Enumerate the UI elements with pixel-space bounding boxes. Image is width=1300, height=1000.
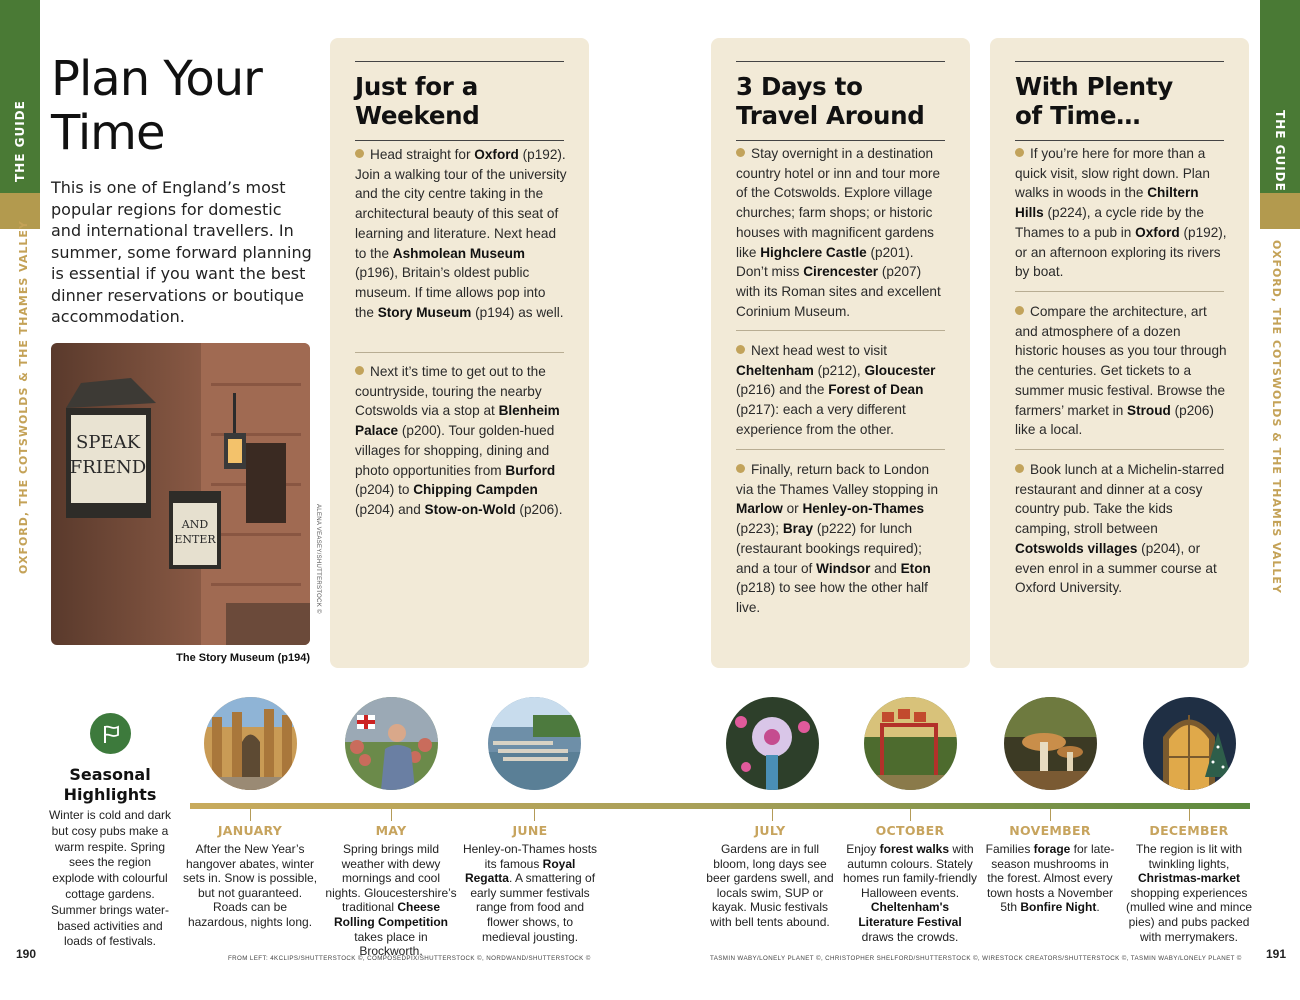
card-weekend <box>330 38 589 668</box>
card-top-rule <box>1015 61 1224 62</box>
bold-place-name: Cheltenham <box>736 362 814 378</box>
text-run: Enjoy <box>846 842 880 856</box>
bold-place-name: Chiltern Hills <box>1015 185 1199 221</box>
month-desc-june <box>462 842 598 944</box>
text-run: After the New Year’s hangover abates, winter sets in. Snow is possible, but not guaranteed. Roads can be hazardous, nights long. <box>182 842 318 929</box>
text-run: (p201). Don’t miss <box>736 244 914 280</box>
text-run: (p206). <box>515 501 563 517</box>
bold-place-name: forage <box>1033 842 1071 856</box>
sign-text-top: SPEAK <box>75 432 141 453</box>
month-label-november: NOVEMBER <box>1009 823 1091 838</box>
text-run: (p216) and the <box>736 382 829 398</box>
timeline-tick <box>1050 809 1051 821</box>
card-title-line1: Just for a <box>355 72 479 101</box>
card-title-rule <box>355 140 564 141</box>
bold-place-name: Story Museum <box>377 304 472 320</box>
text-run: and <box>870 560 901 576</box>
bold-place-name: Chipping Campden <box>413 482 538 498</box>
timeline-tick <box>910 809 911 821</box>
month-label-july: JULY <box>754 823 786 838</box>
card-three-days <box>711 38 970 668</box>
text-run: (p204) to <box>355 482 414 498</box>
bullet-icon <box>355 149 364 158</box>
story-museum-photo <box>51 343 310 645</box>
text-run: (p206) like a local. <box>1015 402 1214 438</box>
month-label-january: JANUARY <box>217 823 283 838</box>
text-run: Families <box>985 842 1034 856</box>
page-title-line1: Plan Your <box>51 51 262 107</box>
month-photo-june <box>488 697 581 790</box>
text-run: Compare the architecture, art and atmosphere of a dozen historic houses as you tour through the centuries. Get tickets to a summer music festival. Browse the farmers’ market in <box>1015 304 1227 418</box>
month-photo-october <box>864 697 957 790</box>
bold-place-name: Cirencester <box>803 264 879 280</box>
left-tab-guide <box>0 0 40 193</box>
month-desc-july <box>702 842 838 930</box>
tip-divider <box>1015 291 1224 292</box>
page-number-left: 190 <box>16 947 37 961</box>
seasonal-title-line2: Highlights <box>63 785 157 804</box>
text-run: for late-season mushrooms in the forest. Almost every town hosts a November 5th <box>986 842 1115 915</box>
timeline-tick <box>772 809 773 821</box>
right-region-label: OXFORD, THE COTSWOLDS & THE THAMES VALLEY <box>1270 240 1283 594</box>
month-desc-november <box>982 842 1118 915</box>
card-top-rule <box>736 61 945 62</box>
sign2-text-top: AND <box>181 518 209 531</box>
bold-place-name: Eton <box>900 560 931 576</box>
intro-paragraph: This is one of England’s most popular regions for domestic and international travellers. In summer, some forward planning is essential if you want the best dinner reservations or boutique accommodation. <box>51 178 312 326</box>
bold-place-name: Henley-on-Thames <box>802 501 925 517</box>
right-tab-label: THE GUIDE <box>1273 110 1287 192</box>
bullet-icon <box>736 345 745 354</box>
tip <box>1015 144 1227 282</box>
text-run: with autumn colours. Stately homes run family-friendly Halloween events. <box>842 842 978 900</box>
text-run: (p204) and <box>355 501 425 517</box>
sign-text-bottom: FRIEND <box>69 457 147 478</box>
speak-friend-lantern <box>66 378 156 518</box>
bold-place-name: Stroud <box>1127 402 1171 418</box>
timeline-tick <box>1189 809 1190 821</box>
tip-divider <box>355 352 564 353</box>
tip <box>355 362 567 520</box>
card-title-rule <box>736 140 945 141</box>
tip <box>1015 302 1227 440</box>
bullet-icon <box>736 464 745 473</box>
text-run: Henley-on-Thames hosts its famous <box>462 842 598 871</box>
text-run: (p200). Tour golden-hued villages for shopping, dining and photo opportunities from <box>355 423 555 478</box>
bold-place-name: Blenheim Palace <box>355 403 560 439</box>
bold-place-name: Highclere Castle <box>760 244 867 260</box>
bold-place-name: Oxford <box>1135 224 1180 240</box>
text-run: (p223); <box>736 521 783 537</box>
bold-place-name: Stow-on-Wold <box>424 501 516 517</box>
bold-place-name: Marlow <box>736 501 783 517</box>
text-run: Spring brings mild weather with dewy mornings and cool nights. Gloucestershire’s traditional <box>325 842 457 915</box>
text-run: The region is lit with twinkling lights, <box>1135 842 1243 871</box>
seasonal-title-line1: Seasonal <box>69 765 151 784</box>
card-title-line2: Travel Around <box>736 101 925 130</box>
text-run: (p192). Join a walking tour of the university and the city centre taking in the architectural beauty of this seat of learning and literature. Next head to the <box>355 147 567 261</box>
timeline-tick <box>391 809 392 821</box>
month-desc-december <box>1121 842 1257 944</box>
text-run: . A smattering of early summer festivals range from food and flower shows, to medieval jousting. <box>470 871 596 944</box>
bullet-icon <box>736 148 745 157</box>
tip <box>736 341 948 440</box>
tip <box>355 145 567 322</box>
month-photo-july <box>726 697 819 790</box>
bold-place-name: Gloucester <box>864 362 936 378</box>
month-desc-october <box>842 842 978 944</box>
text-run: (p222) for lunch (restaurant bookings required); and a tour of <box>736 521 922 576</box>
bold-place-name: Oxford <box>474 147 519 162</box>
card-title-rule <box>1015 140 1224 141</box>
card-title <box>355 72 480 130</box>
timeline-tick <box>250 809 251 821</box>
left-tab-label: THE GUIDE <box>13 100 27 182</box>
text-run: (p217): each a very different experience from the other. <box>736 402 906 437</box>
tip <box>1015 460 1227 598</box>
page-title-line2: Time <box>51 105 165 161</box>
photo-credits-right: TASMIN WABY/LONELY PLANET ©, CHRISTOPHER SHELFORD/SHUTTERSTOCK ©, WIRESTOCK CREATORS/SHUTTERSTOCK ©, TASMIN WABY/LONELY PLANET © <box>710 955 1242 962</box>
text-run: If you’re here for more than a quick visit, slow right down. Plan walks in woods in the <box>1015 146 1210 201</box>
month-photo-december <box>1143 697 1236 790</box>
bullet-icon <box>1015 306 1024 315</box>
page-title <box>51 52 262 160</box>
month-photo-november <box>1004 697 1097 790</box>
bold-place-name: Cheltenham's Literature Festival <box>858 900 962 929</box>
card-title-line2: of Time… <box>1015 101 1141 130</box>
bullet-icon <box>1015 464 1024 473</box>
and-enter-lantern <box>169 491 221 569</box>
text-run: Next head west to visit <box>751 343 887 358</box>
left-region-label: OXFORD, THE COTSWOLDS & THE THAMES VALLEY <box>17 220 30 574</box>
bold-place-name: Burford <box>505 462 556 478</box>
bold-place-name: Bray <box>782 521 814 537</box>
card-plenty-of-time <box>990 38 1249 668</box>
text-run: (p194) as well. <box>471 304 564 320</box>
right-tab-gold-block <box>1260 193 1300 229</box>
seasonal-timeline <box>190 803 1250 809</box>
photo-credit: ALENA VEASEY/SHUTTERSTOCK © <box>315 504 321 614</box>
photo-credits-left: FROM LEFT: 4KCLIPS/SHUTTERSTOCK ©, COMPOSEDPIX/SHUTTERSTOCK ©, NORDWAND/SHUTTERSTOCK © <box>228 955 591 962</box>
bold-place-name: Christmas-market <box>1137 871 1241 886</box>
seasonal-title <box>60 765 160 805</box>
right-tab-guide <box>1260 0 1300 193</box>
month-label-june: JUNE <box>512 823 548 838</box>
text-run: (p224), a cycle ride by the Thames to a pub in <box>1015 205 1204 240</box>
flag-icon <box>90 713 131 754</box>
card-title-line2: Weekend <box>355 101 480 130</box>
text-run: (p192), or an afternoon exploring its rivers by boat. <box>1015 224 1227 280</box>
text-run: Next it’s time to get out to the countryside, touring the nearby Cotswolds via a stop at <box>355 364 546 419</box>
card-title <box>736 72 925 130</box>
bullet-icon <box>1015 148 1024 157</box>
text-run: or <box>782 501 803 517</box>
month-label-october: OCTOBER <box>875 823 945 838</box>
text-run: (p204), or even enrol in a summer course at Oxford University. <box>1015 540 1217 596</box>
card-title <box>1015 72 1173 130</box>
month-photo-may <box>345 697 438 790</box>
month-desc-may <box>323 842 459 959</box>
bold-place-name: Cotswolds villages <box>1015 540 1138 556</box>
bold-place-name: Cheese Rolling Competition <box>334 900 448 929</box>
text-run: (p212), <box>813 362 865 378</box>
month-label-december: DECEMBER <box>1149 823 1229 838</box>
text-run: . <box>1096 900 1100 915</box>
card-title-line1: With Plenty <box>1015 72 1173 101</box>
text-run: Book lunch at a Michelin-starred restaurant and dinner at a cosy country pub. Take the kids camping, stroll between <box>1015 462 1225 537</box>
text-run: (p207) with its Roman sites and excellent Corinium Museum. <box>736 264 941 319</box>
month-label-may: MAY <box>375 823 407 838</box>
tip-divider <box>736 330 945 331</box>
page-number-right: 191 <box>1266 947 1287 961</box>
bold-place-name: Ashmolean Museum <box>392 245 525 261</box>
month-desc-january <box>182 842 318 930</box>
text-run: draws the crowds. <box>861 929 959 944</box>
tip <box>736 144 948 321</box>
card-title-line1: 3 Days to <box>736 72 863 101</box>
text-run: (p196), Britain’s oldest public museum. If time allows pop into the <box>355 265 546 320</box>
tip-divider <box>1015 449 1224 450</box>
bullet-icon <box>355 366 364 375</box>
bold-place-name: Windsor <box>816 560 871 576</box>
bold-place-name: Forest of Dean <box>828 382 924 398</box>
text-run: Gardens are in full bloom, long days see beer gardens swell, and locals swim, SUP or kayak. Music festivals with bell tents abound. <box>706 842 834 929</box>
month-photo-january <box>204 697 297 790</box>
seasonal-description: Winter is cold and dark but cosy pubs make a warm respite. Spring sees the region explode with colourful cottage gardens. Summer brings water-based activities and loads of festivals. <box>48 808 172 949</box>
tip-divider <box>736 449 945 450</box>
text-run: (p218) to see how the other half live. <box>736 580 928 615</box>
text-run: Finally, return back to London via the Thames Valley stopping in <box>736 462 939 497</box>
text-run: takes place in Brockworth. <box>354 929 428 959</box>
bold-place-name: forest walks <box>879 842 950 856</box>
bold-place-name: Bonfire Night <box>1020 900 1097 915</box>
card-top-rule <box>355 61 564 62</box>
text-run: Stay overnight in a destination country hotel or inn and tour more of the Cotswolds. Explore village churches; farm shops; or historic houses with magnificent gardens like <box>736 146 941 260</box>
bold-place-name: Royal Regatta <box>464 856 576 886</box>
tip <box>736 460 948 618</box>
photo-caption: The Story Museum (p194) <box>176 652 310 664</box>
sign2-text-bottom: ENTER <box>174 533 216 546</box>
text-run: Head straight for <box>370 147 475 162</box>
text-run: shopping experiences (mulled wine and mince pies) and pubs packed with merrymakers. <box>1125 885 1253 944</box>
timeline-tick <box>534 809 535 821</box>
